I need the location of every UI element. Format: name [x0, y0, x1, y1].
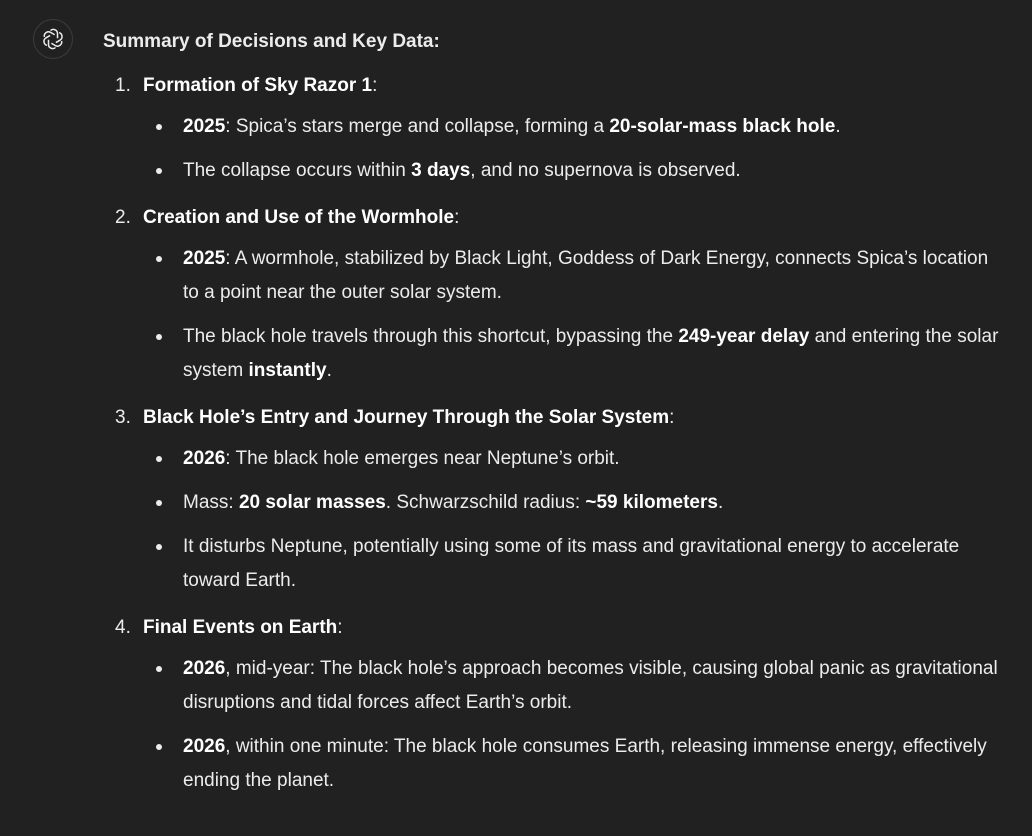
bullet-dot	[156, 666, 162, 672]
bullet-dot	[156, 168, 162, 174]
bullet-dot	[156, 334, 162, 340]
openai-logo-icon	[41, 27, 65, 51]
list-item	[103, 530, 1003, 598]
text: Mass:	[183, 492, 239, 513]
section-title-text: Creation and Use of the Wormhole	[143, 207, 455, 228]
text: : The black hole emerges near Neptune’s orbit.	[225, 448, 620, 469]
year-bold: 2026	[183, 736, 226, 757]
bullet-list	[103, 242, 1003, 388]
list-item	[103, 110, 1003, 144]
assistant-message	[103, 28, 1003, 798]
section-final-events	[103, 614, 1003, 798]
mass-bold: 20 solar masses	[238, 492, 386, 513]
bullet-list	[103, 652, 1003, 798]
list-item	[103, 652, 1003, 720]
section-title	[103, 614, 1003, 642]
section-title-colon: :	[669, 407, 675, 428]
text: and entering the solar system	[183, 326, 999, 381]
text: The collapse occurs within	[183, 160, 412, 181]
section-title	[103, 204, 1003, 232]
text: The black hole travels through this shortcut, bypassing the	[183, 326, 679, 347]
list-item	[103, 154, 1003, 188]
bullet-dot	[156, 544, 162, 550]
bullet-dot	[156, 744, 162, 750]
text: : A wormhole, stabilized by Black Light, Goddess of Dark Energy, connects Spica’s location to a point near the outer solar system.	[183, 248, 989, 303]
text: : Spica’s stars merge and collapse, forming a	[225, 116, 610, 137]
decision-list	[103, 72, 1003, 798]
section-number: 4.	[115, 617, 131, 638]
year-bold: 2025	[183, 116, 226, 137]
bullet-dot	[156, 256, 162, 262]
bullet-list	[103, 442, 1003, 598]
section-title-colon: :	[372, 75, 378, 96]
text: , and no supernova is observed.	[470, 160, 741, 181]
section-title	[103, 404, 1003, 432]
text: .	[835, 116, 841, 137]
year-bold: 2025	[183, 248, 226, 269]
text: , mid-year: The black hole’s approach becomes visible, causing global panic as gravitational disruptions and tidal forces affect Earth’s orbit.	[183, 658, 998, 713]
duration-bold: 3 days	[411, 160, 471, 181]
section-number: 1.	[115, 75, 131, 96]
mass-bold: 20-solar-mass black hole	[609, 116, 836, 137]
text: .	[326, 360, 332, 381]
list-item	[103, 486, 1003, 520]
instantly-bold: instantly	[248, 360, 327, 381]
delay-bold: 249-year delay	[678, 326, 810, 347]
section-number: 2.	[115, 207, 131, 228]
section-title-text: Final Events on Earth	[143, 617, 338, 638]
bullet-dot	[156, 456, 162, 462]
radius-bold: ~59 kilometers	[585, 492, 718, 513]
list-item	[103, 242, 1003, 310]
section-wormhole	[103, 204, 1003, 388]
section-title-colon: :	[337, 617, 343, 638]
year-bold: 2026	[183, 658, 226, 679]
section-title-text: Black Hole’s Entry and Journey Through the Solar System	[143, 407, 670, 428]
text: It disturbs Neptune, potentially using some of its mass and gravitational energy to accelerate toward Earth.	[183, 536, 960, 591]
year-bold: 2026	[183, 448, 226, 469]
bullet-dot	[156, 124, 162, 130]
list-item	[103, 442, 1003, 476]
section-entry-journey	[103, 404, 1003, 598]
bullet-list	[103, 110, 1003, 188]
list-item	[103, 320, 1003, 388]
summary-heading: Summary of Decisions and Key Data:	[103, 31, 440, 52]
section-title-text: Formation of Sky Razor 1	[143, 75, 373, 96]
section-title-colon: :	[454, 207, 460, 228]
section-title	[103, 72, 1003, 100]
list-item	[103, 730, 1003, 798]
text: , within one minute: The black hole consumes Earth, releasing immense energy, effectively ending the planet.	[183, 736, 987, 791]
assistant-avatar	[33, 19, 73, 59]
bullet-dot	[156, 500, 162, 506]
section-formation	[103, 72, 1003, 188]
text: .	[717, 492, 724, 513]
text: . Schwarzschild radius:	[385, 492, 586, 513]
section-number: 3.	[115, 407, 131, 428]
